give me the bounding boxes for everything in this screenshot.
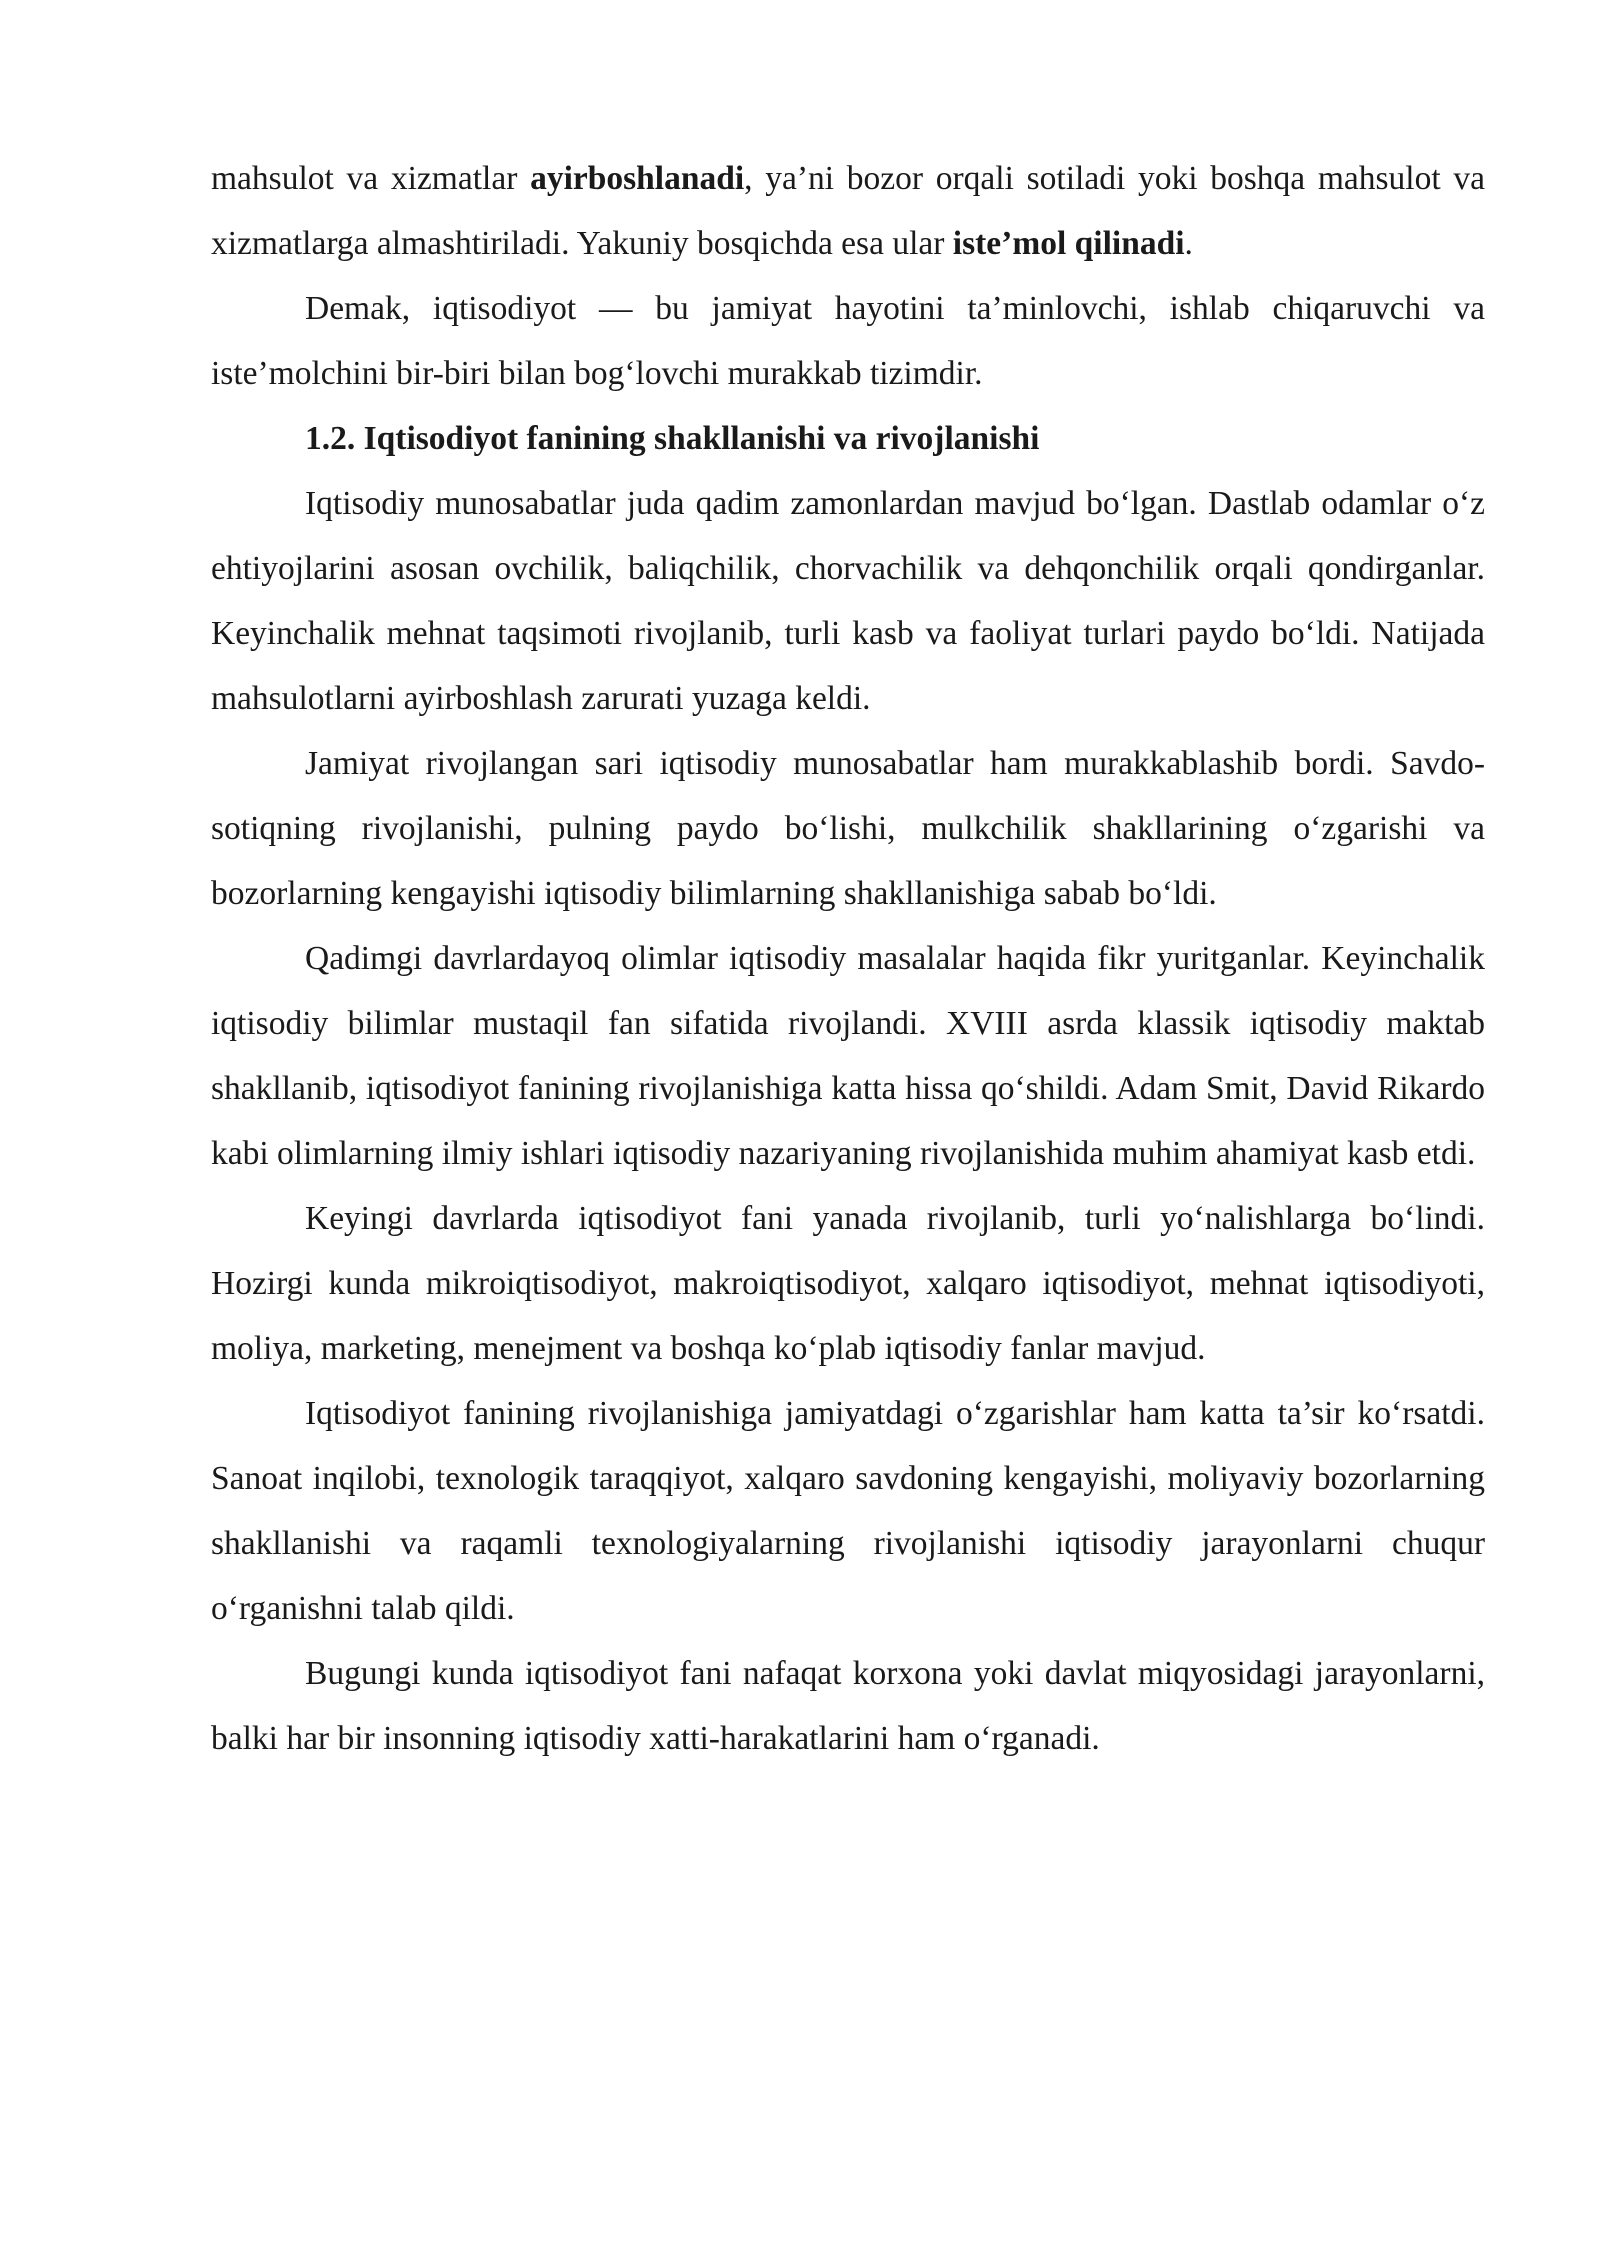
document-page	[211, 146, 1485, 1771]
section-heading: 1.2. Iqtisodiyot fanining shakllanishi va rivojlanishi	[305, 420, 1040, 457]
text-run: .	[1184, 225, 1193, 262]
text-run: mahsulot va xizmatlar	[211, 160, 531, 197]
text-run: , ya’ni bozor orqali sotiladi yoki boshqa mahsulot va xizmatlarga almashtiriladi. Yakuniy bosqichda esa ular	[211, 160, 1485, 262]
paragraph-society-development: Jamiyat rivojlangan sari iqtisodiy munosabatlar ham murakkablashib bordi. Savdo-sotiqning rivojlanishi, pulning paydo bo‘lishi, mulkchilik shakllarining o‘zgarishi va bozorlarning kengayishi iqtisodiy bilimlarning shakllanishiga sabab bo‘ldi.	[211, 745, 1485, 912]
paragraph-continued	[211, 146, 1485, 276]
paragraph-today: Bugungi kunda iqtisodiyot fani nafaqat korxona yoki davlat miqyosidagi jarayonlarni, balki har bir insonning iqtisodiy xatti-harakatlarini ham o‘rganadi.	[211, 1655, 1485, 1757]
paragraph-influences: Iqtisodiyot fanining rivojlanishiga jamiyatdagi o‘zgarishlar ham katta ta’sir ko‘rsatdi. Sanoat inqilobi, texnologik taraqqiyot, xalqaro savdoning kengayishi, moliyaviy bozorlarning shakllanishi va raqamli texnologiyalarning rivojlanishi iqtisodiy jarayonlarni chuqur o‘rganishni talab qildi.	[211, 1395, 1485, 1627]
paragraph-conclusion: Demak, iqtisodiyot — bu jamiyat hayotini ta’minlovchi, ishlab chiqaruvchi va iste’molchini bir-biri bilan bog‘lovchi murakkab tizimdir.	[211, 290, 1485, 392]
paragraph-classical-school: Qadimgi davrlardayoq olimlar iqtisodiy masalalar haqida fikr yuritganlar. Keyinchalik iqtisodiy bilimlar mustaqil fan sifatida rivojlandi. XVIII asrda klassik iqtisodiy maktab shakllanib, iqtisodiyot fanining rivojlanishiga katta hissa qo‘shildi. Adam Smit, David Rikardo kabi olimlarning ilmiy ishlari iqtisodiy nazariyaning rivojlanishida muhim ahamiyat kasb etdi.	[211, 940, 1485, 1172]
paragraph-origins: Iqtisodiy munosabatlar juda qadim zamonlardan mavjud bo‘lgan. Dastlab odamlar o‘z ehtiyojlarini asosan ovchilik, baliqchilik, chorvachilik va dehqonchilik orqali qondirganlar. Keyinchalik mehnat taqsimoti rivojlanib, turli kasb va faoliyat turlari paydo bo‘ldi. Natijada mahsulotlarni ayirboshlash zarurati yuzaga keldi.	[211, 485, 1485, 717]
bold-term-consumption: iste’mol qilinadi	[952, 225, 1185, 262]
paragraph-branches: Keyingi davrlarda iqtisodiyot fani yanada rivojlanib, turli yo‘nalishlarga bo‘lindi. Hozirgi kunda mikroiqtisodiyot, makroiqtisodiyot, xalqaro iqtisodiyot, mehnat iqtisodiyoti, moliya, marketing, menejment va boshqa ko‘plab iqtisodiy fanlar mavjud.	[211, 1200, 1485, 1367]
bold-term-exchange: ayirboshlanadi	[530, 160, 745, 197]
